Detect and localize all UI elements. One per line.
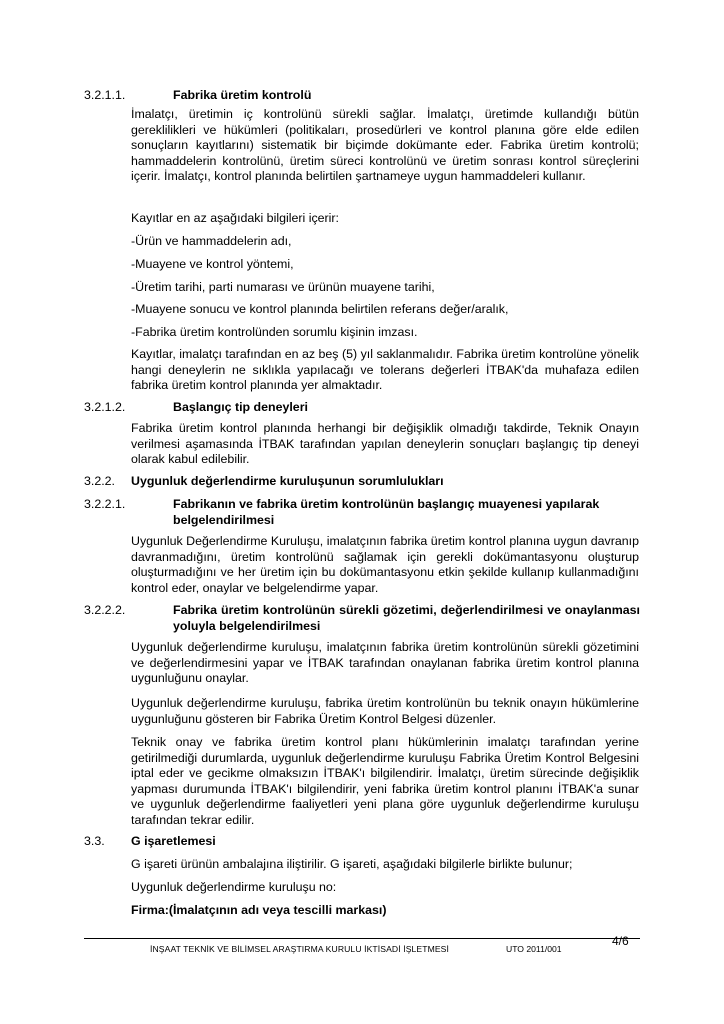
list-item: -Ürün ve hammaddelerin adı, [131,234,292,248]
section-number: 3.3. [84,834,105,848]
paragraph: Uygunluk Değerlendirme Kuruluşu, imalatçının fabrika üretim kontrol planına uygun davranıp davranmadığını, üretim kontrolünü sağlamak için gerekli dokümantasyonu oluşturup oluşturmadığını ve her üretim için bu dokümantasyonu etkin şekilde kullanıp kullanmadığını kontrol eder, onaylar ve belgelendirme yapar. [131,534,639,595]
section-title: Fabrikanın ve fabrika üretim kontrolünün başlangıç muayenesi yapılarak belgelendirilmesi [173,497,600,527]
page-number: 4/6 [612,934,629,948]
section-number: 3.2.2. [84,474,116,488]
paragraph: Uygunluk değerlendirme kuruluşu, imalatçının fabrika üretim kontrolünün sürekli gözetimini ve değerlendirmesini yapar ve İTBAK tarafından onaylanan fabrika üretim kontrol planına uygunluğunu onaylar. [131,640,639,685]
section-title: Fabrika üretim kontrolü [173,88,312,102]
paragraph: Uygunluk değerlendirme kuruluşu no: [131,880,337,894]
section-number: 3.2.1.2. [84,400,126,414]
section-title: Fabrika üretim kontrolünün sürekli gözetimi, değerlendirilmesi ve onaylanması yoluyla belgelendirilmesi [173,603,640,633]
paragraph: Kayıtlar, imalatçı tarafından en az beş (5) yıl saklanmalıdır. Fabrika üretim kontrolüne yönelik hangi deneylerin ne sıklıkla yapılacağı ve tolerans değerleri İTBAK'da muhafaza edilen fabrika üretim kontrol planında yer almaktadır. [131,347,639,392]
list-item: -Fabrika üretim kontrolünden sorumlu kişinin imzası. [131,325,418,339]
footer-divider [84,938,640,939]
section-title: Başlangıç tip deneyleri [173,400,308,414]
list-item: -Muayene ve kontrol yöntemi, [131,257,294,271]
paragraph: Firma:(İmalatçının adı veya tescilli markası) [131,903,387,917]
footer-document-code: UTO 2011/001 [506,944,562,954]
section-number: 3.2.2.2. [84,603,126,617]
paragraph: G işareti ürünün ambalajına iliştirilir. G işareti, aşağıdaki bilgilerle birlikte bulunur; [131,857,573,871]
paragraph: Kayıtlar en az aşağıdaki bilgileri içerir: [131,211,339,225]
paragraph: Teknik onay ve fabrika üretim kontrol planı hükümlerinin imalatçı tarafından yerine getirilmediği durumlarda, uygunluk değerlendirme kuruluşu Fabrika Üretim Kontrol Belgesini iptal eder ve gecikme olmaksızın İTBAK'ı bilgilendirir. İmalatçı, üretim sürecinde değişiklik yapması durumunda İTBAK'ı bilgilendirir, yeni fabrika üretim kontrol planını İTBAK'a sunar ve uygunluk değerlendirme faaliyetleri yeni plana göre uygunluk değerlendirme kuruluşu tarafından tekrar edilir. [131,735,639,827]
section-title: G işaretlemesi [131,834,216,848]
list-item: -Muayene sonucu ve kontrol planında belirtilen referans değer/aralık, [131,302,509,316]
section-number: 3.2.1.1. [84,88,126,102]
section-number: 3.2.2.1. [84,497,126,511]
section-title: Uygunluk değerlendirme kuruluşunun sorumlulukları [131,474,444,488]
paragraph: İmalatçı, üretimin iç kontrolünü sürekli sağlar. İmalatçı, üretimde kullandığı bütün gereklilikleri ve hükümleri (politikaları, prosedürleri ve kontrol planına göre elde edilen sonuçların kayıtlarını) sistematik bir biçimde dokümante eder. Fabrika üretim kontrolü; hammaddelerin kontrolünü, üretim süreci kontrolünü ve üretim sonrası kontrol süreçlerini içerir. İmalatçı, kontrol planında belirtilen şartnameye uygun hammaddeleri kullanır. [131,107,639,183]
footer-organization: İNŞAAT TEKNİK VE BİLİMSEL ARAŞTIRMA KURULU İKTİSADİ İŞLETMESİ [150,944,450,954]
paragraph: Fabrika üretim kontrol planında herhangi bir değişiklik olmadığı takdirde, Teknik Onayın verilmesi aşamasında İTBAK tarafından yapılan deneylerin sonuçları başlangıç tip deneyi olarak kabul edilebilir. [131,421,639,466]
list-item: -Üretim tarihi, parti numarası ve ürünün muayene tarihi, [131,280,435,294]
paragraph: Uygunluk değerlendirme kuruluşu, fabrika üretim kontrolünün bu teknik onayın hükümlerine uygunluğunu gösteren bir Fabrika Üretim Kontrol Belgesi düzenler. [131,696,639,726]
